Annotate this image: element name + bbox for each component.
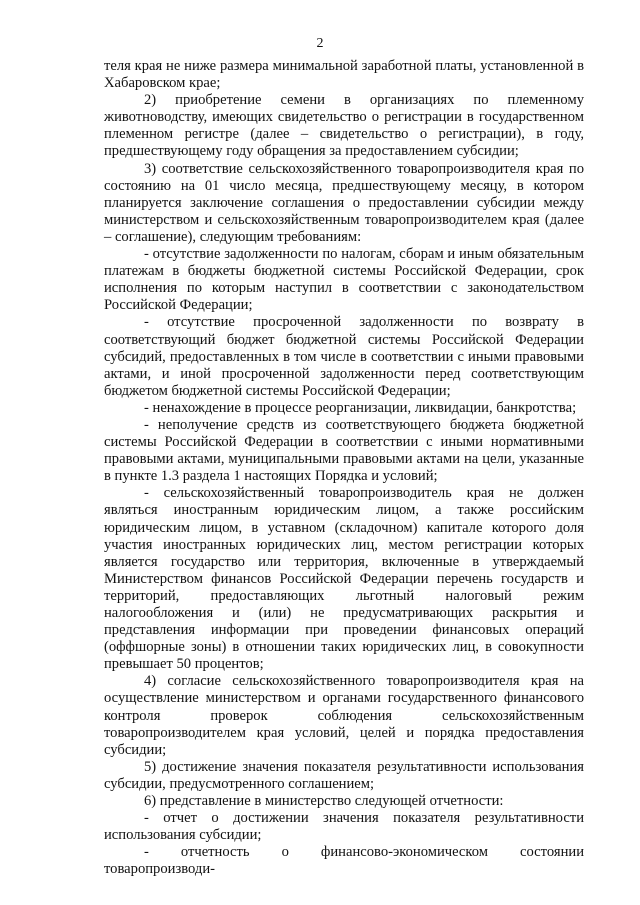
- document-body: [104, 58, 584, 879]
- list-item: - сельскохозяйственный товаропроизводитель края не должен являться иностранным юридическим лицом, а также российским юридическим лицом, в уставном (складочном) капитале которого доля участия иностранных юридических лиц, местом регистрации которых является государство или территория, включенные в утверждаемый Министерством финансов Российской Федерации перечень государств и территорий, предоставляющих льготный налоговый режим налогообложения и (или) не предусматривающих раскрытия и представления информации при проведении финансовых операций (оффшорные зоны) в отношении таких юридических лиц, в совокупности превышает 50 процентов;: [104, 485, 584, 673]
- paragraph: 6) представление в министерство следующей отчетности:: [144, 793, 504, 810]
- list-item: - неполучение средств из соответствующего бюджета бюджетной системы Российской Федерации в соответствии с иными нормативными правовыми актами, муниципальными правовыми актами на цели, указанные в пункте 1.3 раздела 1 настоящих Порядка и условий;: [104, 416, 584, 485]
- paragraph: теля края не ниже размера минимальной заработной платы, установленной в Хабаровском крае;: [104, 58, 584, 92]
- paragraph: 4) согласие сельскохозяйственного товаропроизводителя края на осуществление министерством и органами государственного финансового контроля проверок соблюдения сельскохозяйственным товаропроизводителем края условий, целей и порядка предоставления субсидии;: [104, 673, 584, 758]
- page-number: 2: [316, 36, 324, 51]
- paragraph: 5) достижение значения показателя результативности использования субсидии, предусмотренного соглашением;: [104, 758, 584, 792]
- list-item: - отчет о достижении значения показателя результативности использования субсидии;: [104, 810, 584, 844]
- paragraph: 3) соответствие сельскохозяйственного товаропроизводителя края по состоянию на 01 число месяца, предшествующему месяцу, в котором планируется заключение соглашения о предоставлении субсидии между министерством и сельскохозяйственным товаропроизводителем края (далее – соглашение), следующим требованиям:: [104, 160, 584, 245]
- list-item: - отсутствие просроченной задолженности по возврату в соответствующий бюджет бюджетной системы Российской Федерации субсидий, предоставленных в том числе в соответствии с иными правовыми актами, и иной просроченной задолженности перед соответствующим бюджетом бюджетной системы Российской Федерации;: [104, 314, 584, 399]
- list-item: - ненахождение в процессе реорганизации, ликвидации, банкротства;: [144, 399, 577, 416]
- list-item: - отсутствие задолженности по налогам, сборам и иным обязательным платежам в бюджеты бюджетной системы Российской Федерации, срок исполнения по которым наступил в соответствии с законодательством Российской Федерации;: [104, 246, 584, 314]
- list-item: - отчетность о финансово-экономическом состоянии товаропроизводи-: [104, 844, 584, 878]
- paragraph: 2) приобретение семени в организациях по племенному животноводству, имеющих свидетельство о регистрации в государственном племенном регистре (далее – свидетельство о регистрации), в году, предшествующему году обращения за предоставлением субсидии;: [104, 92, 584, 160]
